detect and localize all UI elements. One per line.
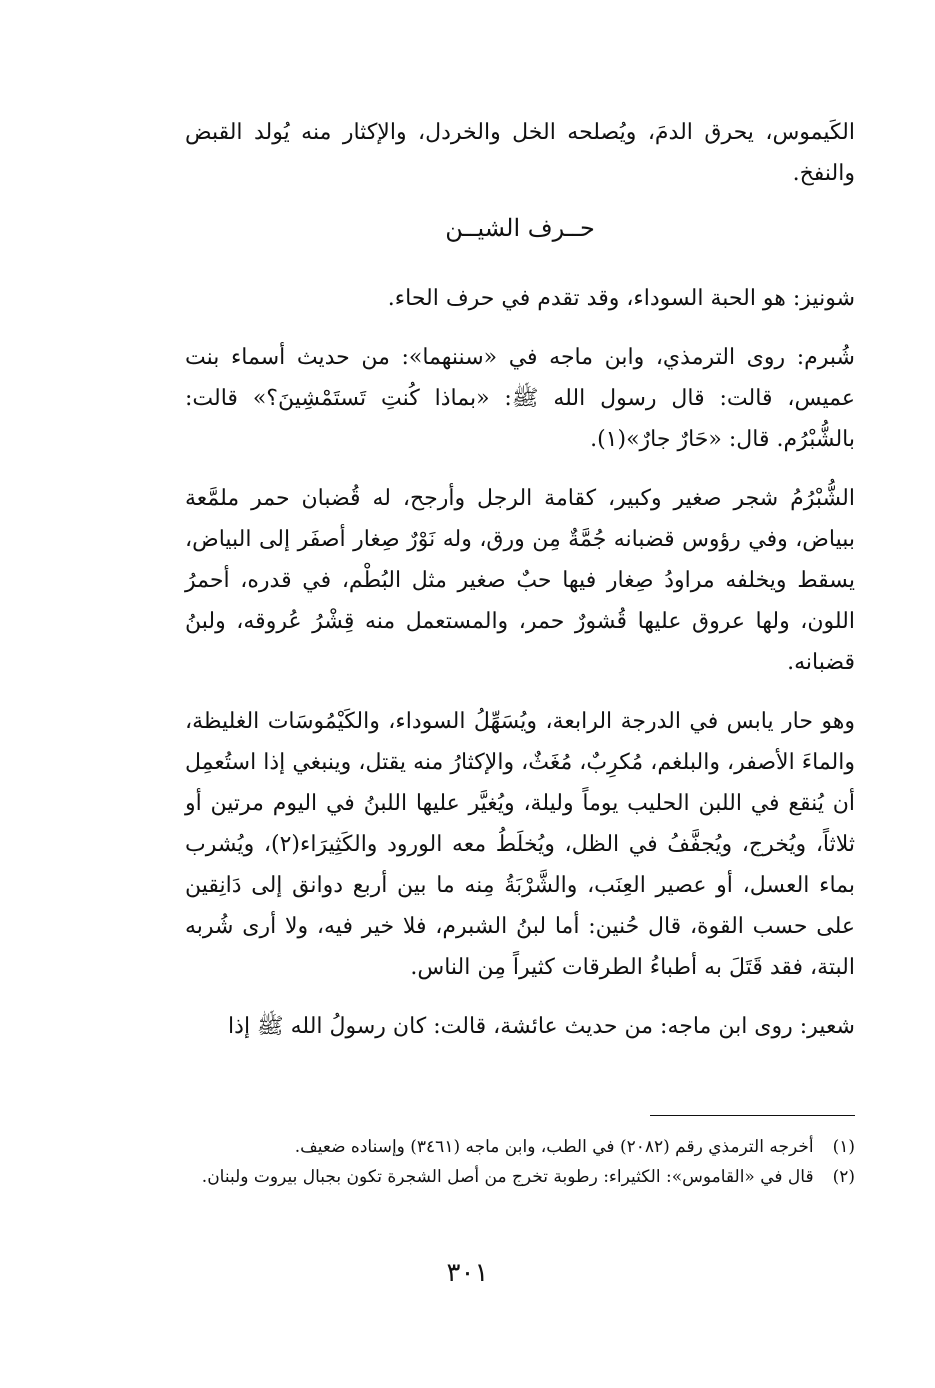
footnotes	[185, 1132, 855, 1192]
entry-shuniz: شونيز: هو الحبة السوداء، وقد تقدم في حرف الحاء.	[387, 286, 855, 311]
intro-paragraph: الكَيموس، يحرق الدمَ، ويُصلحه الخل والخردل، والإكثار منه يُولد القبض والنفخ.	[185, 120, 855, 186]
footnote-number: (٢)	[832, 1167, 855, 1187]
footnote-divider	[650, 1115, 855, 1116]
footnote-text: قال في «القاموس»: الكثيراء: رطوبة تخرج من أصل الشجرة تكون بجبال بيروت ولبنان.	[201, 1167, 814, 1187]
page-number: ٣٠١	[446, 1258, 489, 1288]
page-body	[185, 112, 855, 1047]
entry-shubrum: شُبرم: روى الترمذي، وابن ماجه في «سننهما»: من حديث أسماء بنت عميس، قالت: قال رسول الله ﷺ: «بماذا كُنتِ تَستَمْشِينَ؟» قالت: بالشُّبْرُم. قال: «حَارٌ جارٌ»(١).	[185, 345, 855, 452]
footnote-number: (١)	[832, 1137, 855, 1157]
footnote-1	[185, 1132, 855, 1162]
footnote-2	[185, 1162, 855, 1192]
entry-shaeer: شعير: روى ابن ماجه: من حديث عائشة، قالت: كان رسولُ الله ﷺ إذا	[228, 1014, 855, 1039]
entry-shubrum-description: الشُّبْرُمُ شجر صغير وكبير، كقامة الرجل وأرجح، له قُضبان حمر ملمَّعة ببياض، وفي رؤوس قضبانه جُمَّةٌ مِن ورق، وله نَوْرٌ صِغار أصفَر إلى البياض، يسقط ويخلفه مراودُ صِغار فيها حبٌ صغير مثل البُطْم، في قدره، أحمرُ اللون، ولها عروق عليها قُشورٌ حمر، والمستعمل منه قِشْرُ عُروقه، ولبنُ قضبانه.	[185, 486, 855, 675]
entry-shubrum-properties: وهو حار يابس في الدرجة الرابعة، ويُسَهِّلُ السوداء، والكَيْمُوسَات الغليظة، والماءَ الأصفر، والبلغم، مُكرِبٌ، مُغَثٌ، والإكثارُ منه يقتل، وينبغي إذا استُعمِل أن يُنقع في اللبن الحليب يوماً وليلة، ويُغيَّر عليها اللبنُ في اليوم مرتين أو ثلاثاً، ويُخرج، ويُجفَّفُ في الظل، ويُخلَطُ معه الورود والكَثِيرَاء(٢)، ويُشرب بماء العسل، أو عصير العِنَب، والشَّرْبَةُ مِنه ما بين أربع دوانق إلى دَانِقين على حسب القوة، قال حُنين: أما لبنُ الشبرم، فلا خير فيه، ولا أرى شُربه البتة، فقد قَتَلَ به أطباءُ الطرقات كثيراً مِن الناس.	[185, 709, 856, 980]
footnote-text: أخرجه الترمذي رقم (٢٠٨٢) في الطب، وابن ماجه (٣٤٦١) وإسناده ضعيف.	[294, 1137, 814, 1157]
section-heading: حــرف الشيــن	[445, 214, 595, 242]
